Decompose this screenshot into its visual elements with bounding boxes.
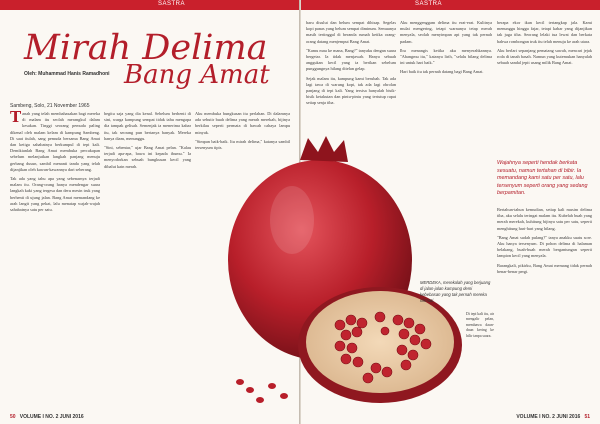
drop-cap: T — [10, 111, 22, 126]
story-paragraph: Bertahun-tahun kemudian, setiap kali musim delima tiba, aku selalu teringat malam itu. Kubelah buah yang merah merekah, kuhitung bijinya satu per satu, seperti menghitung hari-hari yang hilang. — [497, 207, 592, 231]
story-paragraph: Aku menggenggam delima itu erat-erat. Kulitnya mulai mengering, tetapi warnanya tetap merah menyala, seolah menyimpan api yang tak pernah padam. — [400, 20, 492, 44]
story-paragraph: begitu saja yang dia kenal. Sebelum berhenti di sini, warga kampung sempat tidak tahu mengapa dia tampak gelisah. Semenjak ia menerima kabar itu, tak seorang pun bertanya banyak. Mereka hanya diam, menunggu. — [104, 111, 191, 141]
story-column-1 — [10, 111, 100, 409]
story-paragraph: Tak ada yang tahu apa yang sebenarnya terjadi malam itu. Orang-orang hanya mendengar suara langkah kaki yang tergesa dan deru mesin truk yang berhenti di ujung jalan. Bang Amat memandang ke arah langit yang pekat, lalu menatap wajah-wajah sahabatnya satu per satu. — [10, 176, 100, 213]
pull-quote: Wajahnya seperti hendak berkata sesuatu, namun tertahan di bibir. Ia memandang kami satu per satu, lalu tersenyum seperti orang yang sedang berpamitan. — [497, 160, 588, 197]
story-paragraph: "Kamu mau ke mana, Bang?" tanyaku dengan suara bergetar. Ia tidak menjawab. Hanya sebuah anggukan kecil yang ia berikan sebelum punggungnya hilang ditelan gelap. — [306, 47, 396, 72]
story-column-4 — [306, 20, 396, 409]
story-column-small — [466, 312, 494, 408]
section-band-left — [0, 0, 299, 10]
story-dateline: Sambeng, Solo, 21 November 1965 — [10, 103, 90, 109]
story-paragraph: Di tepi kali itu, air mengalir pelan, membawa daun-daun kering ke hilir tanpa suara. — [466, 312, 494, 338]
story-text: anah yang telah membahasakan bagi mereka di malam itu seolah merangkul dalam kesakan. Tinggi seorang pemuda paling dikenal oleh malam kelam di kampung Sambeng. Di saat itulah, sang pemuda bersama Bang Amat dan ketiga sahabatnya berkumpul di tepi kali. Demikianlah Bang Amat membuka percakapan sebelum melanjutkan langkah panjang menuju gerbang dusun, sambil menanti tanda yang telah dijanjikan oleh kawan-kawannya dari seberang. — [10, 111, 100, 172]
story-paragraph: Ibu menangis ketika aku menyerahkannya. "Abangmu itu," katanya lirih, "selalu bilang delima ini untuk hari baik." — [400, 47, 492, 66]
page-number-right: 51 — [584, 414, 590, 420]
story-column-3 — [195, 111, 290, 253]
story-byline: Oleh: Muhammad Hanis Ramadhoni — [24, 71, 110, 77]
illustration-caption: MERDEKA, merekalah yang berjuang di jalan-jalan kampung demi kebebasan yang tak pernah mereka nikmati. — [420, 280, 491, 303]
section-label-right: SASTRA — [415, 1, 443, 7]
story-paragraph: Aku membuka bungkusan itu perlahan. Di dalamnya ada sebutir buah delima yang merah merekah, bijinya berkilau seperti permata di bawah cahaya lampu minyak. — [195, 111, 290, 135]
story-column-5 — [400, 20, 492, 112]
story-column-6 — [497, 20, 592, 156]
story-column-2 — [104, 111, 191, 259]
story-title-line2: Bang Amat — [124, 60, 270, 90]
story-paragraph: Aku berlari sepanjang pematang sawah, mencari jejak roda di tanah basah. Namun yang kutemukan hanyalah sebuah sandal jepit usang milik Bang Amat. — [497, 47, 592, 66]
story-paragraph: "Sini, sebentar," ujar Bang Amat pelan. "Kalau terjadi apa-apa, bawa ini kepada ibumu." Ia menyodorkan sebuah bungkusan kecil yang dibalut kain merah. — [104, 145, 191, 169]
story-paragraph: Sejak malam itu, kampung kami berubah. Tak ada lagi tawa di warung kopi, tak ada lagi obrolan panjang di tepi kali. Yang tersisa hanyalah bisik-bisik ketakutan dan pintu-pintu yang tertutup rapat setiap senja tiba. — [306, 75, 396, 106]
footer-left — [10, 414, 84, 420]
story-paragraph: berapa ekor ikan kecil tertangkap jala. Kami menunggu hingga fajar, tetapi kabar yang dijanjikan tak juga tiba. Seorang lelaki tua lewat dan berkata bahwa rombongan truk itu telah menuju ke arah utara. — [497, 20, 592, 44]
section-label-left: SASTRA — [157, 1, 185, 7]
story-paragraph: Hari baik itu tak pernah datang bagi Bang Amat. — [400, 69, 484, 75]
issue-label-left: VOLUME I NO. 2 JUNI 2016 — [19, 414, 84, 420]
section-band-right — [301, 0, 600, 10]
story-column-7 — [497, 207, 592, 409]
page-number-left: 50 — [10, 414, 16, 420]
story-paragraph — [10, 111, 100, 173]
story-paragraph: "Bang Amat sudah pulang?" tanya anakku suatu sore. Aku hanya tersenyum. Di pohon delima di halaman belakang, buah-buah merah bergantungan seperti lampion kecil yang menyala. — [497, 234, 592, 259]
story-paragraph: baru disulut dan belum sempat dihisap. Segelas kopi panas yang belum sempat diminum. Semuanya masih tertinggal di beranda rumah ketika orang-orang datang menjemput Bang Amat. — [306, 20, 396, 44]
story-paragraph: Barangkali, pikirku, Bang Amat memang tidak pernah benar-benar pergi. — [497, 262, 592, 274]
issue-label-right: VOLUME I NO. 2 JUNI 2016 — [516, 414, 581, 420]
story-paragraph: "Simpan baik-baik. Itu mirah delima," katanya sambil tersenyum tipis. — [195, 138, 290, 151]
story-title-line1: Mirah Delima — [24, 28, 268, 68]
footer-right — [516, 414, 590, 420]
